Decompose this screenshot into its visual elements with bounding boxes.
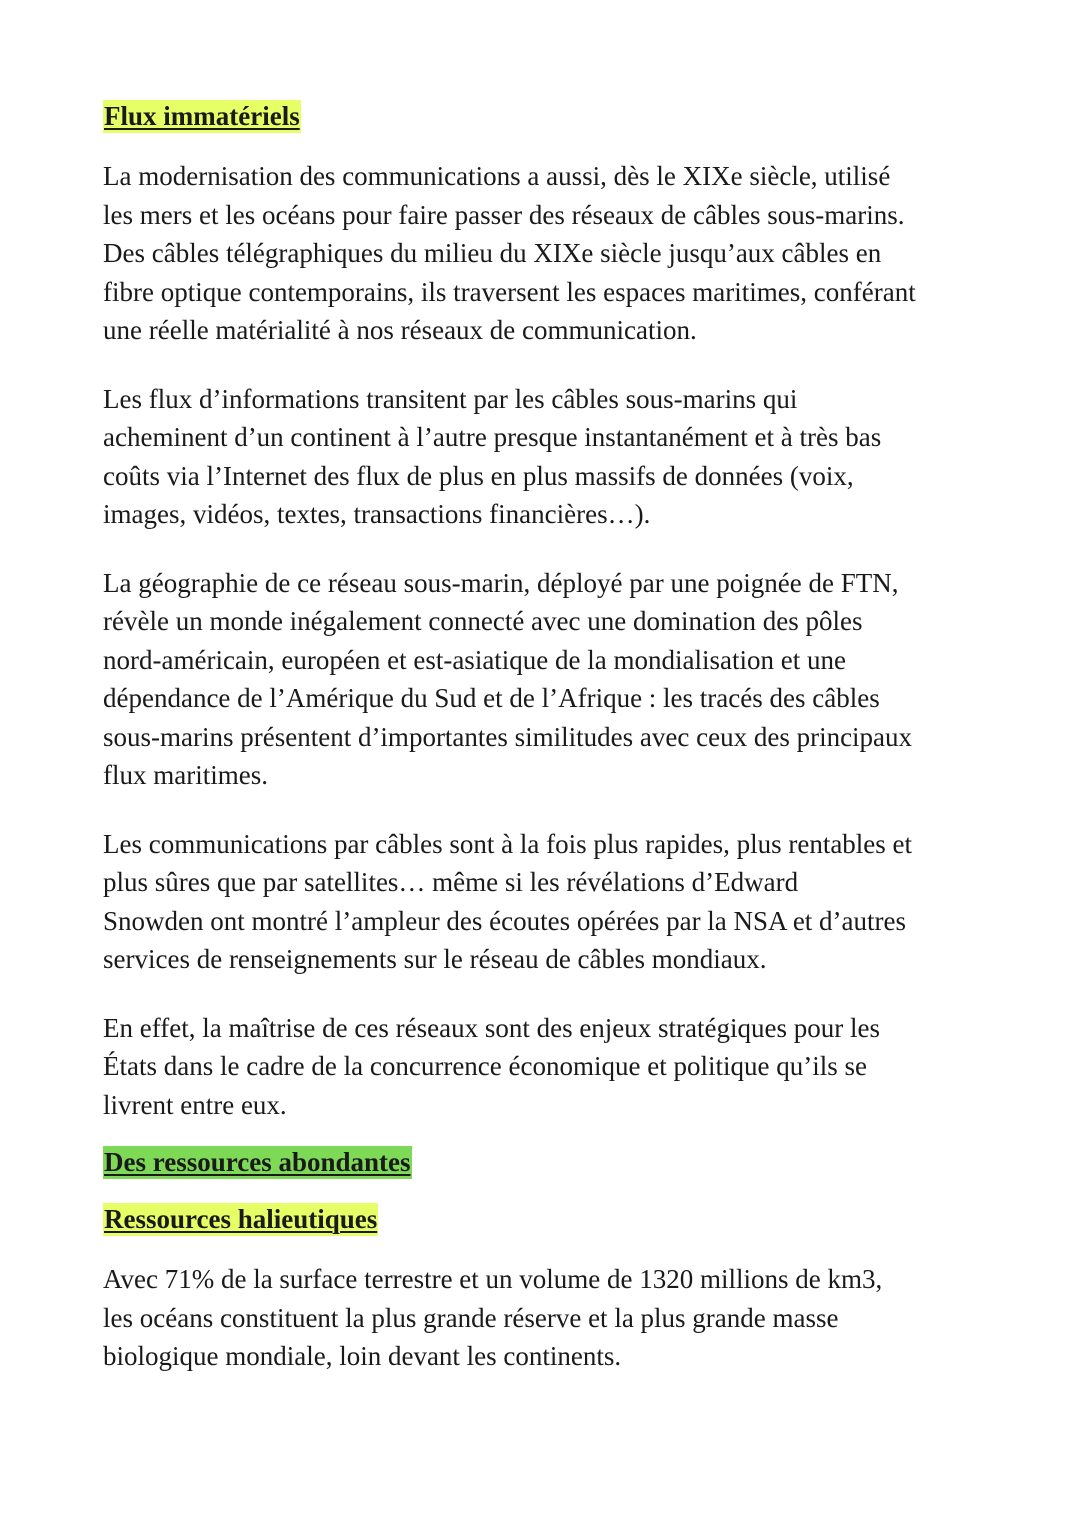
paragraph-line: Les communications par câbles sont à la fois plus rapides, plus rentables et bbox=[103, 828, 913, 859]
paragraph-line: livrent entre eux. bbox=[103, 1089, 287, 1120]
heading-wrapper bbox=[103, 1203, 983, 1247]
paragraph-line: nord-américain, européen et est-asiatique de la mondialisation et une bbox=[103, 644, 846, 675]
heading-ressources-halieutiques: Ressources halieutiques bbox=[104, 1204, 378, 1234]
heading-wrapper bbox=[103, 100, 983, 144]
paragraph-line: une réelle matérialité à nos réseaux de communication. bbox=[103, 315, 697, 345]
paragraph-line: les mers et les océans pour faire passer des réseaux de câbles sous-marins. bbox=[103, 199, 905, 230]
paragraph-line: coûts via l’Internet des flux de plus en plus massifs de données (voix, bbox=[103, 460, 854, 491]
paragraph-line: acheminent d’un continent à l’autre presque instantanément et à très bas bbox=[103, 422, 882, 452]
paragraph-line: Avec 71% de la surface terrestre et un volume de 1320 millions de km3, bbox=[103, 1264, 883, 1294]
document-page bbox=[103, 100, 983, 1376]
paragraph-4 bbox=[103, 825, 983, 979]
paragraph-line: plus sûres que par satellites… même si les révélations d’Edward bbox=[103, 867, 799, 897]
paragraph-line: Snowden ont montré l’ampleur des écoutes opérées par la NSA et d’autres bbox=[103, 905, 907, 936]
paragraph-line: images, vidéos, textes, transactions financières…). bbox=[103, 499, 651, 529]
paragraph-line: flux maritimes. bbox=[103, 760, 268, 790]
paragraph-6 bbox=[103, 1260, 983, 1376]
paragraph-line: La géographie de ce réseau sous-marin, déployé par une poignée de FTN, bbox=[103, 567, 899, 598]
paragraph-1 bbox=[103, 157, 983, 350]
paragraph-line: Les flux d’informations transitent par les câbles sous-marins qui bbox=[103, 383, 798, 414]
paragraph-3 bbox=[103, 564, 983, 795]
paragraph-5 bbox=[103, 1009, 983, 1125]
paragraph-line: La modernisation des communications a aussi, dès le XIXe siècle, utilisé bbox=[103, 161, 891, 191]
paragraph-line: biologique mondiale, loin devant les continents. bbox=[103, 1341, 622, 1371]
paragraph-line: En effet, la maîtrise de ces réseaux sont des enjeux stratégiques pour les bbox=[103, 1012, 880, 1043]
paragraph-line: dépendance de l’Amérique du Sud et de l’Afrique : les tracés des câbles bbox=[103, 683, 880, 713]
paragraph-line: les océans constituent la plus grande réserve et la plus grande masse bbox=[103, 1302, 839, 1333]
paragraph-line: services de renseignements sur le réseau de câbles mondiaux. bbox=[103, 944, 767, 974]
heading-ressources-abondantes: Des ressources abondantes bbox=[104, 1147, 411, 1177]
heading-wrapper bbox=[103, 1146, 983, 1190]
paragraph-line: sous-marins présentent d’importantes similitudes avec ceux des principaux bbox=[103, 721, 913, 752]
heading-flux-immateriels: Flux immatériels bbox=[104, 101, 300, 131]
paragraph-2 bbox=[103, 380, 983, 534]
paragraph-line: fibre optique contemporains, ils traversent les espaces maritimes, conférant bbox=[103, 276, 916, 307]
paragraph-line: révèle un monde inégalement connecté avec une domination des pôles bbox=[103, 606, 863, 636]
paragraph-line: États dans le cadre de la concurrence économique et politique qu’ils se bbox=[103, 1051, 867, 1081]
paragraph-line: Des câbles télégraphiques du milieu du XIXe siècle jusqu’aux câbles en bbox=[103, 238, 882, 268]
